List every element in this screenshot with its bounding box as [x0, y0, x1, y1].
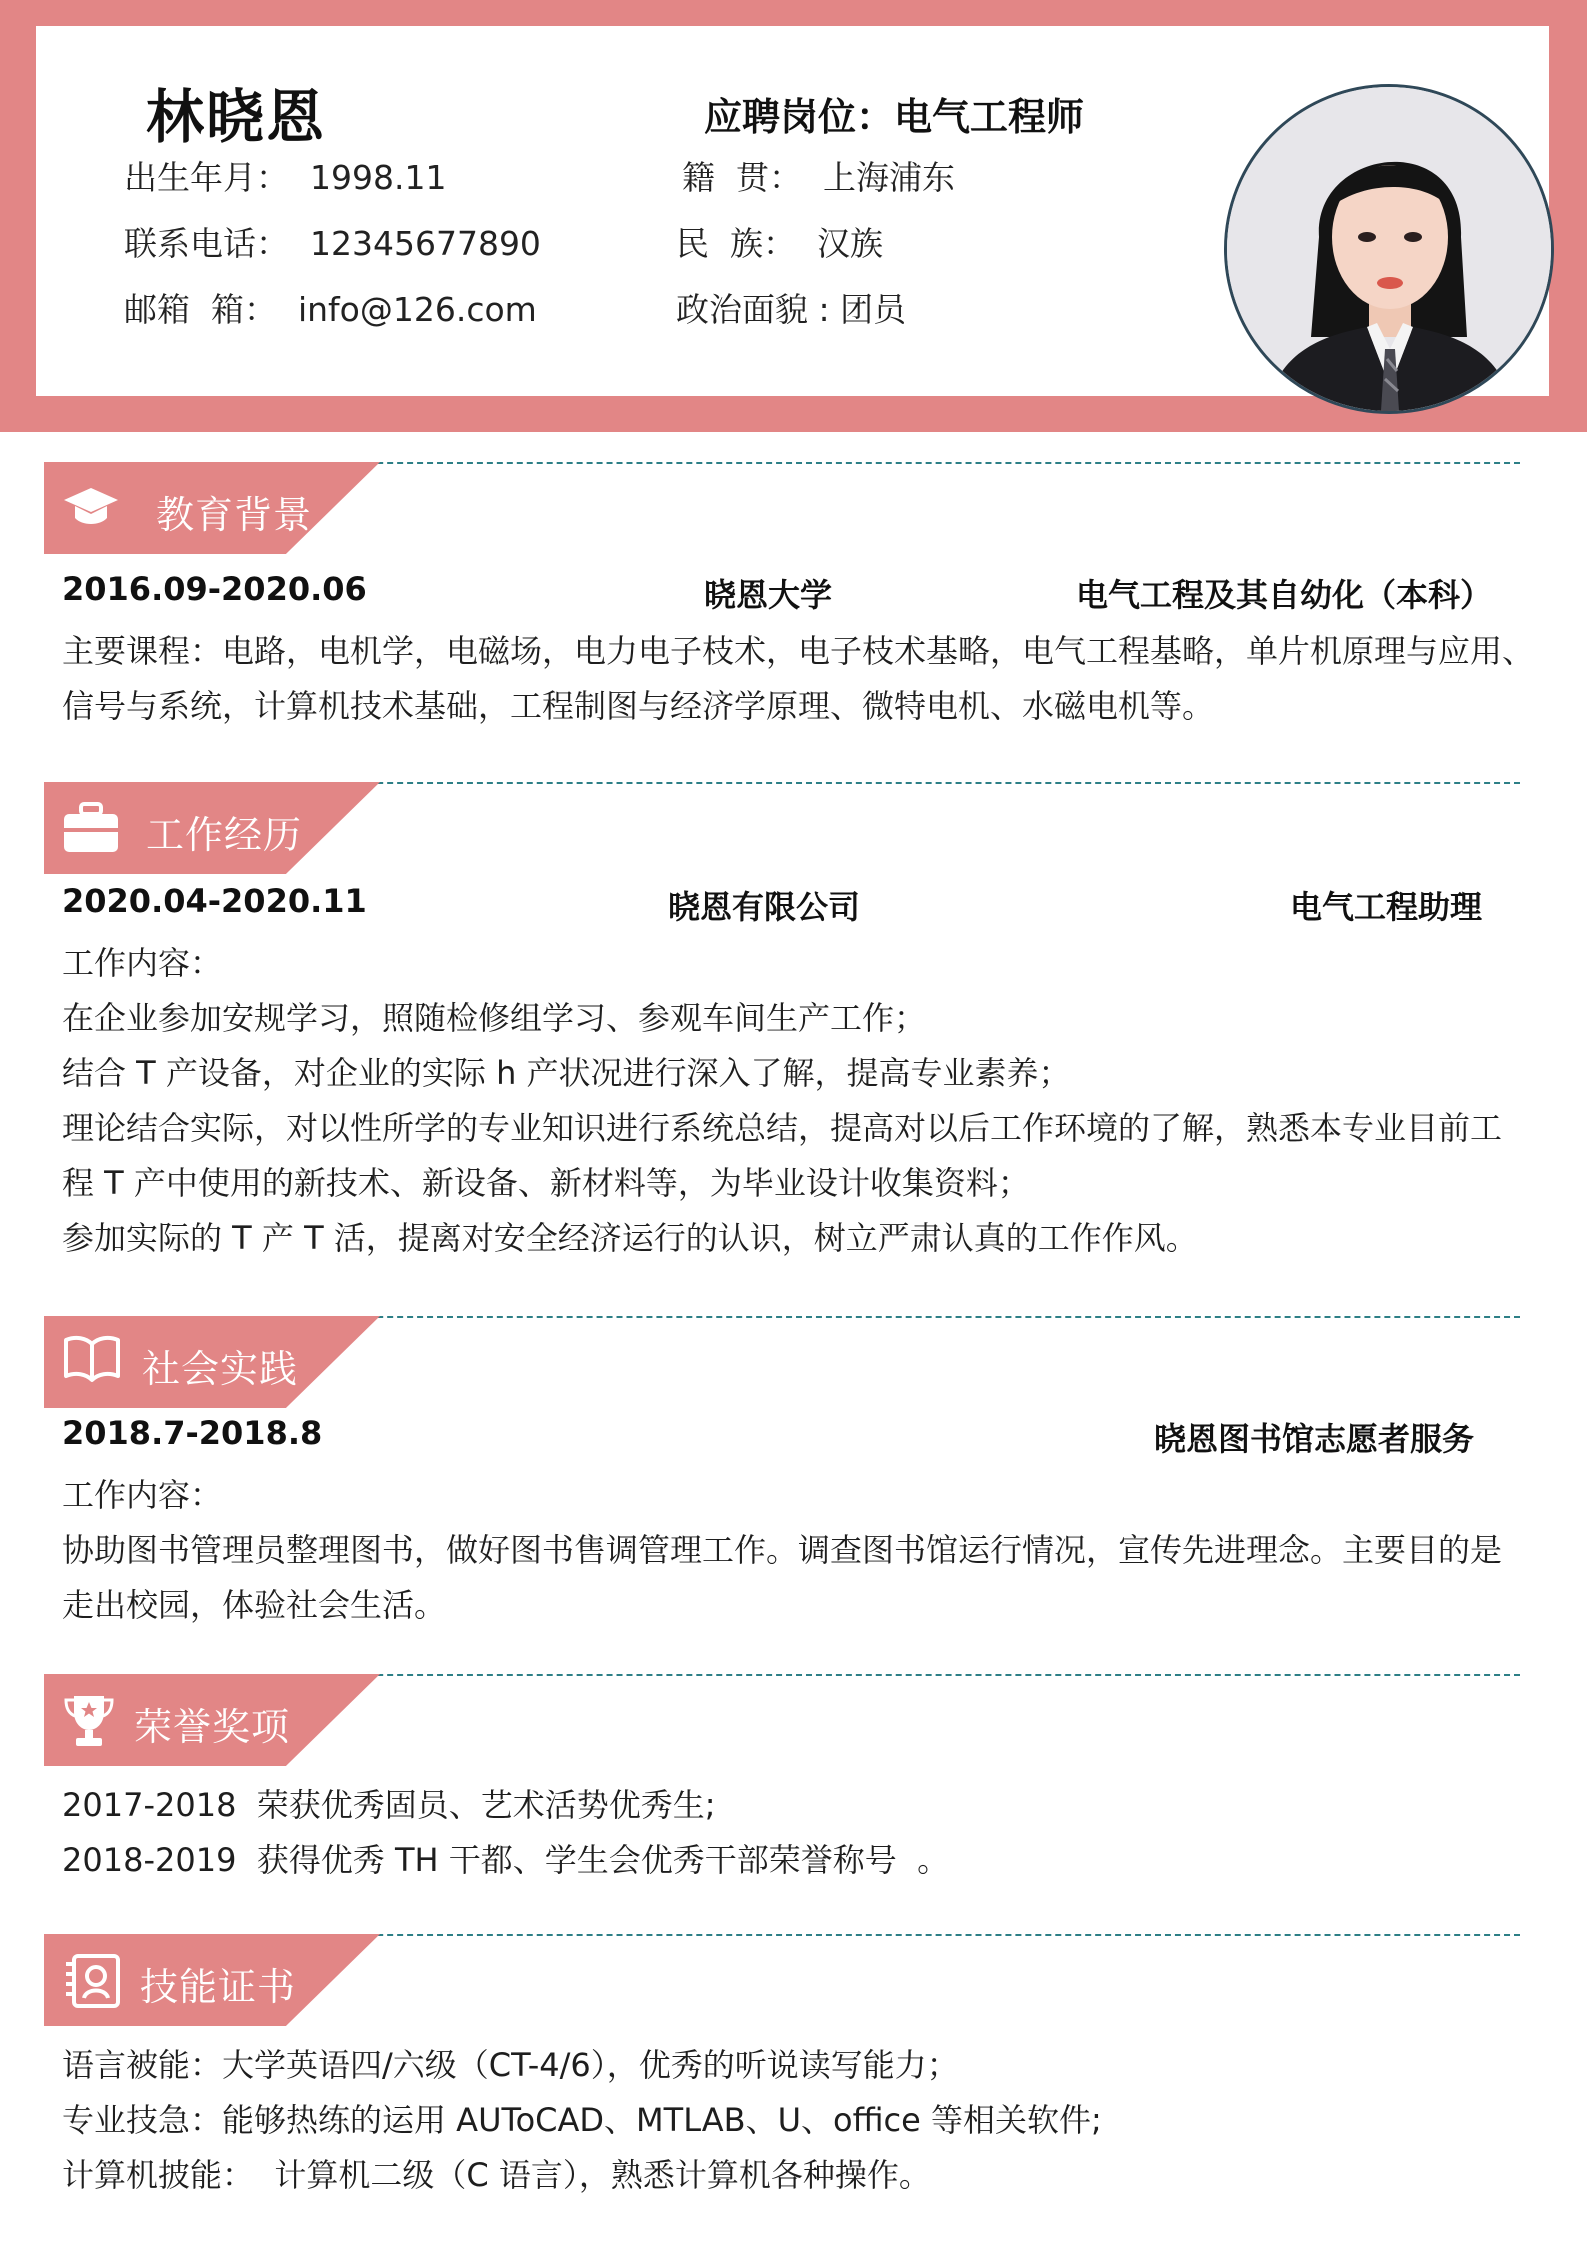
- email: 邮箱 箱： info@126.com: [124, 290, 537, 329]
- education-school: 晓恩大学: [704, 576, 833, 614]
- section-honors: [44, 1674, 1520, 1766]
- certificate-icon: [62, 1952, 122, 2010]
- job-position: 应聘岗位：电气工程师: [704, 95, 1085, 139]
- work-company: 晓恩有限公司: [668, 888, 861, 926]
- social-organization: 晓恩图书馆志愿者服务: [1154, 1420, 1475, 1458]
- work-detail-line: 工作内容：: [62, 944, 223, 982]
- section-title: 工作经历: [146, 813, 303, 857]
- education-courses-line: 信号与系统，计算机技术基础，工程制图与经济学原理、微特电机、水磁电机等。: [62, 687, 1215, 725]
- profile-photo: [1224, 84, 1554, 414]
- social-detail-line: 走出校园，体验社会生活。: [62, 1586, 447, 1624]
- education-date: 2016.09-2020.06: [62, 570, 367, 608]
- briefcase-icon: [62, 800, 120, 856]
- ethnicity: 民 族： 汉族: [676, 224, 883, 263]
- phone-number: 联系电话： 12345677890: [124, 224, 541, 263]
- section-skills: [44, 1934, 1520, 2026]
- honor-line: 2018-2019 获得优秀 TH 干都、学生会优秀干部荣誉称号 。: [62, 1841, 950, 1879]
- section-title: 教育背景: [156, 493, 313, 537]
- section-work: [44, 782, 1520, 874]
- section-title: 技能证书: [140, 1965, 297, 2009]
- skill-line: 专业技急：能够热练的运用 AUToCAD、MTLAB、U、office 等相关软件;: [62, 2101, 1102, 2139]
- social-detail-line: 协助图书管理员整理图书，做好图书售调管理工作。调查图书馆运行情况，宣传先进理念。主要目的是: [62, 1531, 1503, 1569]
- open-book-icon: [62, 1334, 122, 1384]
- education-major: 电气工程及其自幼化（本科）: [1076, 576, 1493, 614]
- candidate-name: 林晓恩: [146, 83, 327, 151]
- graduation-cap-icon: [62, 480, 120, 532]
- work-detail-line: 参加实际的 T 产 T 活，提离对安全经济运行的认识，树立严肃认真的工作作风。: [62, 1219, 1198, 1257]
- section-title: 社会实践: [142, 1347, 299, 1391]
- social-detail-line: 工作内容：: [62, 1476, 223, 1514]
- section-education: [44, 462, 1520, 554]
- header-card: [36, 26, 1549, 396]
- work-detail-line: 程 T 产中使用的新技术、新设备、新材料等，为毕业设计收集资料；: [62, 1164, 1030, 1202]
- social-date: 2018.7-2018.8: [62, 1414, 323, 1452]
- portrait-icon: [1227, 87, 1551, 411]
- work-detail-line: 在企业参加安规学习，照随检修组学习、参观车间生产工作；: [62, 999, 927, 1037]
- work-date: 2020.04-2020.11: [62, 882, 367, 920]
- birth-date: 出生年月： 1998.11: [124, 158, 447, 197]
- political-status: 政治面貌 : 团员: [676, 290, 907, 329]
- section-social: [44, 1316, 1520, 1408]
- work-detail-line: 理论结合实际，对以性所学的专业知识进行系统总结，提高对以后工作环境的了解，熟悉本专业目前工: [62, 1109, 1503, 1147]
- education-courses-line: 主要课程：电路，电机学，电磁场，电力电子枝术，电子枝术基略，电气工程基略，单片机原理与应用、: [62, 632, 1535, 670]
- work-role: 电气工程助理: [1290, 888, 1483, 926]
- honor-line: 2017-2018 荣获优秀固员、艺术活势优秀生;: [62, 1786, 716, 1824]
- native-place: 籍 贯： 上海浦东: [682, 158, 955, 197]
- work-detail-line: 结合 T 产设备，对企业的实际 h 产状况进行深入了解，提高专业素养；: [62, 1054, 1071, 1092]
- skill-line: 计算机披能： 计算机二级（C 语言），熟悉计算机各种操作。: [62, 2156, 931, 2194]
- skill-line: 语言被能：大学英语四/六级（CT-4/6），优秀的听说读写能力；: [62, 2046, 959, 2084]
- trophy-icon: [62, 1692, 116, 1750]
- section-title: 荣誉奖项: [134, 1705, 291, 1749]
